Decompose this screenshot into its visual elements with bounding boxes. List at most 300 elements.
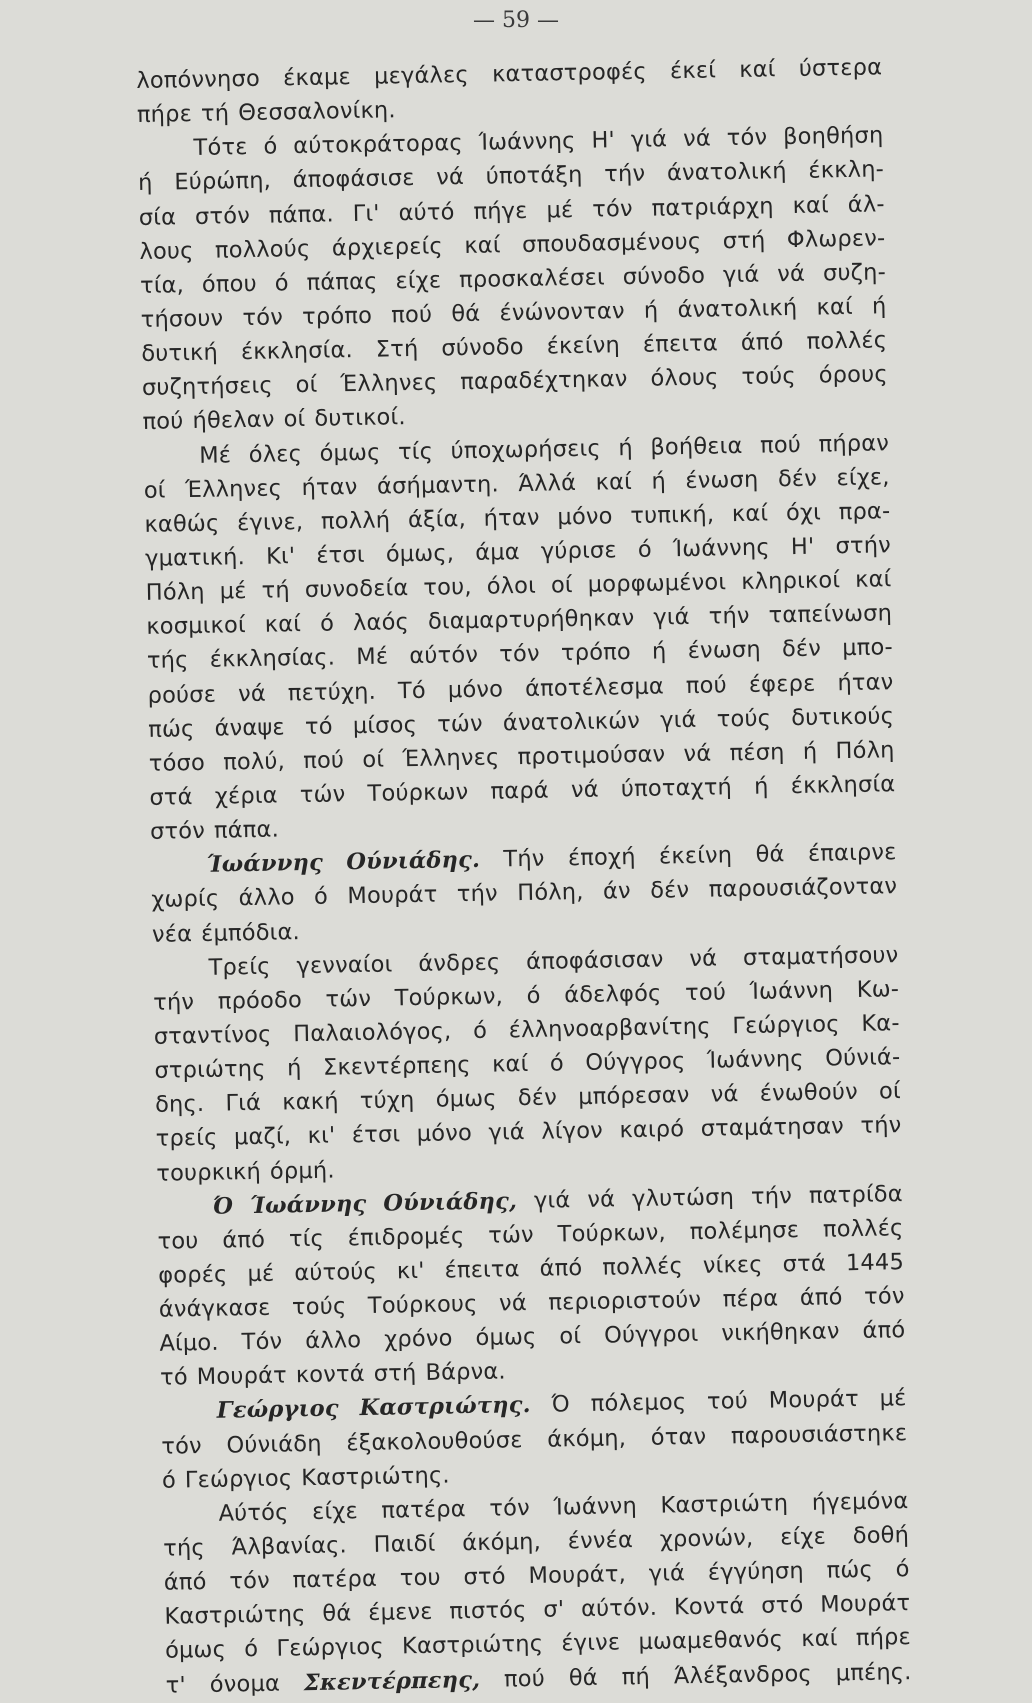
word: πού: [142, 408, 184, 436]
word: τίς: [397, 438, 434, 465]
word: όμως,: [385, 540, 455, 568]
word: έπειτα: [444, 1256, 520, 1284]
word: έγγύηση: [707, 1558, 805, 1586]
word: άπό: [862, 1317, 906, 1345]
word: μέ: [247, 1260, 275, 1288]
word: συζη-: [822, 259, 887, 287]
word: άξία,: [407, 505, 467, 533]
word: δυτικοί.: [314, 404, 406, 433]
word: ήθελαν: [192, 406, 275, 435]
word: νά: [436, 164, 465, 191]
word: Πόλη: [145, 578, 205, 607]
word: πατέρα: [381, 1496, 467, 1524]
word: μέ: [219, 578, 247, 605]
word: πού: [503, 1665, 546, 1693]
section-heading-word: Ίωάννης: [249, 1190, 367, 1219]
word: μπόρεσαν: [577, 1082, 690, 1111]
section-heading-word: Ίωάννης: [206, 849, 324, 879]
word: Τό: [397, 677, 427, 704]
word: Τόν: [241, 1328, 283, 1356]
word: άλ-: [847, 190, 885, 218]
word: πατέρα: [292, 1566, 378, 1594]
word: λαός: [352, 609, 410, 637]
word: έκκλησίας.: [209, 644, 336, 674]
word: στή: [373, 1360, 417, 1388]
section-heading-word: Ούνιάδης,: [383, 1187, 518, 1217]
word: όρμή.: [269, 1157, 335, 1185]
word: άκόμη,: [547, 1424, 627, 1453]
word: Θεσσαλονίκη.: [237, 97, 396, 127]
word: τόσο: [148, 749, 206, 777]
word: Έλληνες: [184, 475, 283, 503]
word: Ούνιά-: [824, 1044, 901, 1072]
word: τυπική,: [630, 501, 715, 529]
word: πήρε: [855, 1624, 912, 1652]
word: Άλβανίας.: [231, 1532, 348, 1561]
word: έκκλησία: [790, 771, 896, 800]
word: παρά: [490, 777, 550, 805]
word: μίσος: [352, 711, 418, 739]
page-number: — 59 —: [473, 8, 559, 33]
word: αύτό: [398, 198, 455, 226]
word: στήν: [835, 532, 892, 560]
word: γιά: [659, 706, 697, 734]
word: λίγον: [541, 1117, 604, 1146]
word: ήταν: [483, 504, 540, 532]
word: Βάρνα.: [425, 1358, 507, 1387]
word: σπουδασμένους: [521, 228, 702, 258]
word: γλυτώση: [631, 1183, 735, 1212]
word: έμπόδια.: [200, 918, 301, 947]
word: έτσι: [316, 541, 365, 569]
word: έξακολουθούσε: [346, 1426, 523, 1456]
word: Αίμο.: [159, 1329, 219, 1357]
word: τ': [165, 1671, 187, 1699]
word: ή: [651, 468, 667, 495]
word: έγινε: [561, 1629, 621, 1657]
word: πέση: [729, 739, 785, 767]
word: ό: [263, 133, 278, 160]
word: Κοντά: [673, 1593, 745, 1621]
word: πάπας: [306, 268, 378, 296]
word: Πόλη: [835, 737, 895, 765]
word: πρόοδο: [217, 986, 303, 1015]
word: τή: [200, 100, 230, 127]
word: άρχιερείς: [331, 233, 444, 262]
word: ή: [802, 738, 818, 765]
word: στόν: [194, 202, 251, 230]
word: καθώς: [144, 510, 220, 538]
word: ή: [651, 638, 667, 666]
word: πάπα.: [268, 200, 335, 229]
word: πατρίδα: [808, 1180, 904, 1209]
word: δέν: [781, 635, 822, 663]
word: τήν: [860, 1112, 902, 1140]
word: προσκαλέσει: [458, 264, 606, 293]
word: τόν: [229, 1567, 271, 1595]
word: έκεί: [669, 57, 717, 85]
word: μορφωμένοι: [587, 569, 727, 598]
word: τήν: [750, 1182, 793, 1210]
word: νά: [710, 1081, 739, 1108]
word: Γεώργιος: [276, 1634, 385, 1663]
word: αύτόν: [409, 642, 479, 670]
word: Παλαιολόγος,: [292, 1018, 452, 1048]
word: Μέ: [356, 643, 389, 671]
word: οί: [559, 1323, 582, 1350]
word: περιοριστούν: [548, 1286, 702, 1316]
word: Μουράτ: [347, 881, 438, 910]
word: είχε: [395, 267, 442, 295]
word: Τούρκων,: [394, 983, 504, 1012]
word: τών: [488, 1221, 535, 1249]
word: τούς: [716, 705, 772, 733]
word: άμα: [474, 539, 521, 566]
word: πολύ,: [222, 748, 286, 776]
word: τρείς: [155, 1125, 218, 1153]
word: ό: [549, 1050, 565, 1077]
word: έκκλησία.: [240, 337, 354, 366]
word: ή: [137, 170, 153, 197]
word: έγινε,: [236, 508, 304, 537]
word: Καστριώτης: [164, 1601, 306, 1631]
word: στό: [463, 1563, 506, 1591]
word: παραδέχτηκαν: [460, 366, 628, 396]
word: χρονών,: [659, 1524, 754, 1553]
word: άνδρες: [418, 949, 501, 977]
word: θά: [568, 1664, 599, 1691]
word: έμενε: [368, 1599, 433, 1627]
word: Μουράτ: [196, 1362, 288, 1391]
word: Μουράτ: [768, 1386, 860, 1415]
word: Μέ: [198, 441, 232, 469]
word: κληρικοί: [740, 567, 841, 596]
word: καί: [731, 500, 769, 527]
word: γιά: [653, 604, 690, 631]
word: γύρισε: [540, 537, 617, 565]
word: όχι: [785, 499, 822, 526]
word: πολλές: [602, 1253, 684, 1281]
word: έκείνη: [546, 332, 621, 360]
word: τρόπο: [560, 639, 632, 667]
word: κακή: [282, 1088, 339, 1116]
word: 1445: [845, 1249, 905, 1277]
word: τήσουν: [140, 305, 224, 333]
word: άποφάσισαν: [525, 946, 664, 975]
word: Ό: [551, 1391, 571, 1419]
word: θά: [322, 1600, 352, 1628]
word: αύτούς: [294, 1258, 378, 1287]
word: αύτοκράτορας: [293, 130, 464, 160]
word: οί: [550, 572, 573, 599]
word: στριώτης: [154, 1055, 266, 1084]
word: Η': [591, 127, 616, 154]
word: Γι': [352, 200, 380, 227]
word: καταστροφές: [491, 58, 648, 88]
word: διαμαρτυρήθηκαν: [427, 605, 635, 635]
word: νά: [683, 740, 712, 767]
word: Εύρώπη,: [174, 167, 272, 196]
word: έκκλη-: [808, 156, 885, 185]
word: οί: [878, 1078, 902, 1105]
word: ένώνονταν: [499, 298, 625, 327]
word: Αύτός: [218, 1499, 289, 1527]
word: πώς: [147, 715, 195, 743]
word: ρούσε: [147, 681, 217, 709]
word: όλους: [650, 364, 719, 392]
word: πήγε: [473, 197, 528, 225]
word: Ούγγροι: [603, 1321, 699, 1349]
word: οί: [143, 477, 166, 504]
word: στή: [722, 227, 766, 254]
word: γιά: [630, 126, 668, 154]
word: άπό: [222, 1226, 266, 1254]
word: ήταν: [837, 668, 894, 696]
word: νικήθηκαν: [721, 1318, 840, 1347]
word: λοπόννησο: [136, 65, 261, 94]
word: άπό: [163, 1569, 207, 1596]
word: τής: [162, 1535, 206, 1562]
word: ό: [161, 1467, 177, 1494]
word: νά: [587, 1186, 616, 1213]
word: Ούνιάδη: [226, 1430, 322, 1459]
word: συζητήσεις: [141, 372, 273, 402]
word: νά: [237, 680, 267, 707]
word: πολλές: [806, 327, 888, 355]
word: όλες: [248, 440, 303, 468]
word: Στή: [375, 335, 419, 363]
word: δέν: [517, 1084, 558, 1112]
word: Τούρκων,: [557, 1219, 667, 1248]
word: Παιδί: [373, 1530, 436, 1558]
word: μεγάλες: [373, 61, 470, 90]
word: πάπα.: [213, 816, 280, 844]
word: άποτέλεσμα: [524, 672, 665, 702]
word: οί: [283, 406, 306, 433]
word: πού: [759, 431, 802, 459]
word: ό: [244, 1636, 259, 1663]
word: Σκεντέρπεης: [322, 1052, 471, 1081]
word: ή: [753, 773, 769, 800]
word: δυτικούς: [791, 702, 895, 731]
word: καί: [491, 1051, 529, 1078]
word: καί: [792, 191, 830, 219]
word: όμως: [164, 1637, 227, 1665]
word: τόν: [726, 124, 768, 152]
word: γιά: [533, 1186, 571, 1214]
word: τούς: [741, 363, 797, 391]
word: οί: [362, 746, 385, 773]
word: καί: [801, 1625, 838, 1653]
word: γιά: [722, 261, 760, 289]
word: τήν: [708, 603, 750, 630]
word: τίς: [288, 1225, 325, 1253]
word: γιά: [488, 1119, 526, 1147]
word: έπαιρνε: [807, 839, 897, 868]
word: παρουσιάστηκε: [730, 1419, 908, 1449]
word: τήν: [152, 988, 195, 1016]
word: ύποταχτή: [620, 774, 733, 803]
word: Άλέξανδρος: [673, 1660, 813, 1690]
word: Τότε: [193, 134, 248, 162]
word: ύποχωρήσεις: [450, 435, 601, 464]
word: όνομα: [209, 1670, 281, 1698]
word: είχε,: [836, 463, 890, 491]
word: τών: [436, 710, 483, 738]
word: έκείνη: [658, 842, 733, 870]
section-heading-word: Γεώργιος: [216, 1395, 340, 1425]
word: Τήν: [503, 845, 545, 873]
word: Καστριώτη: [660, 1490, 789, 1519]
word: ένωση: [685, 466, 759, 494]
word: τήν: [604, 161, 646, 188]
word: άποφάσισε: [292, 165, 415, 194]
word: Πόλη,: [516, 879, 584, 907]
word: έπιδρομές: [347, 1222, 465, 1252]
word: σύνοδο: [622, 262, 706, 290]
word: στό: [761, 1592, 804, 1620]
word: τής: [146, 647, 189, 675]
word: καί: [739, 56, 776, 83]
word: δης.: [154, 1091, 205, 1119]
word: πή: [621, 1663, 651, 1690]
word: Γεώργιος: [732, 1011, 840, 1040]
word: άσήμαντη.: [376, 471, 500, 500]
word: Κα-: [861, 1010, 900, 1037]
word: τών: [299, 781, 346, 809]
word: Άλλά: [518, 469, 577, 497]
word: Μουράτ: [820, 1590, 911, 1619]
word: πολλούς: [214, 235, 311, 264]
word: ό: [313, 883, 329, 911]
word: Ίωάννη: [749, 977, 834, 1005]
word: βοήθεια: [650, 432, 743, 461]
word: συνοδεία: [304, 575, 409, 604]
word: φορές: [157, 1261, 228, 1289]
word: άνατολικών: [502, 707, 641, 737]
word: ή: [618, 434, 634, 461]
word: μόνο: [557, 503, 613, 531]
word: άνατολική: [677, 294, 798, 324]
word: οί: [295, 371, 318, 399]
word: γενναίοι: [296, 951, 393, 979]
word: μέ: [546, 196, 574, 224]
word: Γεώργιος: [184, 1465, 293, 1494]
section-heading-word: Σκεντέρπεης,: [303, 1666, 481, 1696]
word: ό: [526, 982, 541, 1009]
word: τόν: [592, 195, 633, 223]
word: χρόνο: [383, 1325, 453, 1353]
word: σύνοδο: [441, 334, 524, 362]
word: Ίωάννης: [478, 128, 576, 157]
word: ό: [472, 1017, 488, 1044]
word: Έλληνες: [402, 744, 500, 773]
word: πολλή: [320, 507, 391, 535]
word: έτσι: [351, 1121, 401, 1149]
word: του,: [423, 574, 472, 601]
word: καί: [264, 611, 302, 638]
word: ή: [286, 1055, 302, 1082]
word: όλοι: [486, 572, 537, 600]
word: τών: [325, 985, 372, 1013]
word: στά: [782, 1250, 827, 1278]
word: μέ: [879, 1385, 907, 1413]
word: ή: [643, 297, 659, 324]
word: ένωθούν: [759, 1079, 859, 1107]
word: μαζί,: [233, 1123, 292, 1151]
word: Ίωάννης: [706, 1046, 804, 1074]
word: άν: [602, 878, 632, 905]
word: προτιμούσαν: [517, 741, 666, 770]
word: δοθή: [852, 1522, 910, 1550]
word: Μουράτ,: [528, 1561, 627, 1590]
word: τήν: [456, 880, 499, 908]
word: ένωση: [687, 637, 762, 665]
word: πού: [685, 671, 728, 699]
word: σταντίνος: [153, 1021, 272, 1050]
word: θά: [755, 841, 785, 869]
word: άλλο: [305, 1327, 362, 1355]
word: όμως: [319, 439, 381, 467]
word: του: [157, 1227, 199, 1255]
word: λους: [139, 237, 194, 265]
word: Ίωάννης: [672, 534, 771, 563]
word: Τρείς: [208, 953, 271, 981]
word: αύτόν.: [580, 1595, 658, 1623]
word: Τούρκους: [367, 1291, 478, 1320]
word: ό: [637, 536, 653, 563]
word: άπό: [799, 1284, 843, 1312]
word: όρους: [818, 361, 888, 389]
word: ύστερα: [798, 54, 883, 82]
word: νέα: [151, 920, 193, 948]
word: Η': [790, 533, 815, 561]
word: Τούρκων: [367, 778, 469, 807]
section-heading-word: Καστριώτης.: [359, 1392, 531, 1422]
word: κι': [396, 1257, 425, 1285]
word: έννέα: [567, 1527, 634, 1555]
word: όταν: [650, 1423, 707, 1451]
word: σία: [138, 203, 177, 231]
word: κι': [307, 1122, 336, 1150]
word: βοηθήση: [782, 122, 884, 151]
word: πήρε: [136, 101, 193, 129]
word: άλλο: [238, 884, 295, 912]
word: πώς: [826, 1556, 874, 1584]
word: όμως: [435, 1085, 497, 1113]
word: νά: [570, 776, 600, 804]
word: στά: [149, 784, 193, 811]
word: ήταν: [301, 473, 358, 501]
word: μπο-: [842, 634, 894, 662]
word: Ούγγρος: [585, 1048, 686, 1077]
word: τόν: [499, 641, 541, 668]
word: άκόμη,: [461, 1528, 542, 1557]
word: πολέμησε: [689, 1216, 800, 1245]
word: δέν: [649, 877, 690, 905]
word: τύχη: [359, 1087, 415, 1115]
word: θά: [451, 300, 481, 328]
word: καί: [816, 293, 854, 321]
word: Ίωάννη: [553, 1492, 638, 1521]
word: όμως: [475, 1324, 537, 1352]
word: πού: [390, 301, 433, 329]
word: παρουσιάζονταν: [708, 873, 898, 904]
word: κοσμικοί: [146, 612, 247, 641]
word: άπό: [539, 1254, 583, 1282]
word: Γιά: [225, 1090, 262, 1117]
word: έπειτα: [642, 330, 719, 358]
